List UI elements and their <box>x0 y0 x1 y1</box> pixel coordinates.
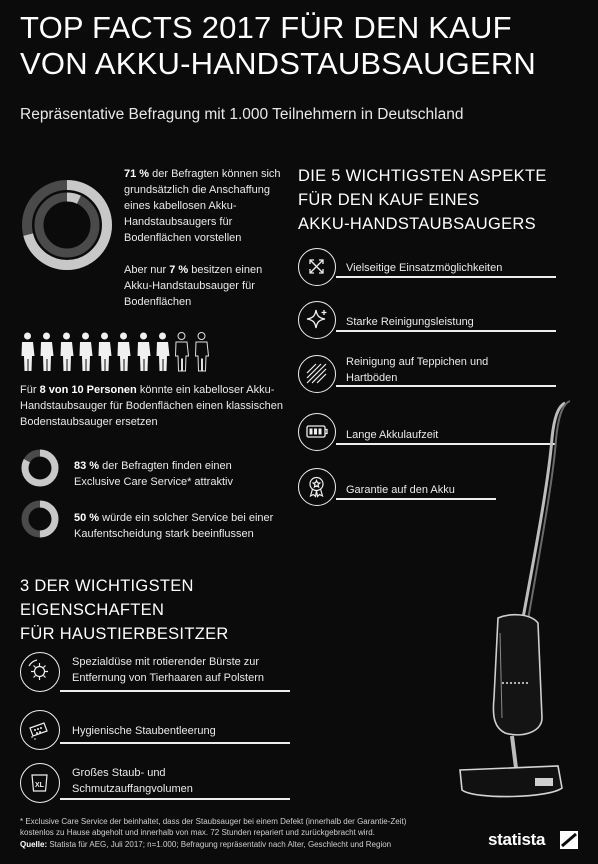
source-label: Quelle: <box>20 840 48 849</box>
title-line-2: VON AKKU-HANDSTAUBSAUGERN <box>20 46 537 81</box>
pet-feature-label-1: Spezialdüse mit rotierender Bürste zur Entfernung von Tierhaaren auf Polstern <box>72 656 265 684</box>
fact2-text: besitzen einen Akku-Handstaubsauger für Bodenflächen <box>124 264 263 308</box>
pets-heading-line1: 3 DER WICHTIGSTEN <box>20 577 194 595</box>
fact3-value: 8 von 10 Personen <box>39 384 137 396</box>
container-icon <box>20 763 60 803</box>
aspects-heading-line1: DIE 5 WICHTIGSTEN ASPEKTE <box>298 167 547 185</box>
title-line-1: TOP FACTS 2017 FÜR DEN KAUF <box>20 10 512 45</box>
aspects-heading-line2: FÜR DEN KAUF EINES <box>298 191 480 209</box>
fact2-prefix: Aber nur <box>124 264 170 276</box>
vacuum-cleaner-illustration <box>450 398 595 813</box>
person-icon-filled <box>78 332 93 372</box>
fact3-text: könnte ein kabelloser Akku-Handstaubsauger für Bodenflächen einen klassischen Bodenstaubsauger ersetzen <box>20 384 283 428</box>
person-icon-filled <box>97 332 112 372</box>
person-icon-outline <box>174 332 189 372</box>
pets-heading-line2: EIGENSCHAFTEN <box>20 601 165 619</box>
source-text: Statista für AEG, Juli 2017; n=1.000; Befragung repräsentativ nach Alter, Geschlecht und Region <box>47 840 392 849</box>
vacuum-neck <box>512 736 516 768</box>
floor-icon <box>298 355 336 393</box>
fact-8-of-10 <box>20 382 290 430</box>
service1-text: der Befragten finden einen Exclusive Care Service* attraktiv <box>74 460 233 488</box>
rotating-brush-icon <box>20 652 60 692</box>
vacuum-nozzle-detail <box>535 778 553 786</box>
service2-text: würde ein solcher Service bei einer Kaufentscheidung stark beeinflussen <box>74 512 274 540</box>
aspect-label-4: Lange Akkulaufzeit <box>346 429 439 441</box>
person-icon-filled <box>59 332 74 372</box>
source-line <box>20 839 440 850</box>
service2-value: 50 % <box>74 512 100 524</box>
aspect-label-1: Vielseitige Einsatzmöglichkeiten <box>346 262 503 274</box>
dust-bin-icon <box>20 710 60 750</box>
fact3-prefix: Für <box>20 384 40 396</box>
statista-logo-icon <box>560 831 578 849</box>
aspect-divider-2 <box>336 330 556 332</box>
aspect-label-5: Garantie auf den Akku <box>346 484 455 496</box>
aspects-heading-line3: AKKU-HANDSTAUBSAUGERS <box>298 215 536 233</box>
fact2-value: 7 % <box>169 264 189 276</box>
pet-divider-2 <box>60 742 290 744</box>
service-50-text <box>74 510 294 542</box>
person-icon-filled <box>20 332 35 372</box>
fact1-value: 71 % <box>124 168 150 180</box>
sparkle-icon <box>298 301 336 339</box>
page-subtitle: Repräsentative Befragung mit 1.000 Teilnehmern in Deutschland <box>20 106 464 123</box>
fact1-text: der Befragten können sich grundsätzlich die Anschaffung eines kabellosen Akku-Handstaubsaugers für Bodenflächen vorstellen <box>124 168 281 244</box>
statista-logo <box>488 830 588 852</box>
ownership-donut-chart <box>20 178 114 272</box>
page-title <box>20 10 590 82</box>
statista-wordmark: statista <box>488 830 546 849</box>
people-row <box>20 332 220 372</box>
service-50-donut <box>20 499 60 539</box>
award-icon <box>298 468 336 506</box>
donut-inner-track <box>39 197 95 253</box>
person-icon-filled <box>116 332 131 372</box>
service1-value: 83 % <box>74 460 100 472</box>
pets-heading-line3: FÜR HAUSTIERBESITZER <box>20 625 229 643</box>
person-icon-filled <box>39 332 54 372</box>
fact-71-percent <box>124 166 284 246</box>
aspects-heading <box>298 164 588 236</box>
service-83-donut <box>20 448 60 488</box>
pet-divider-3 <box>60 798 290 800</box>
person-icon-filled <box>136 332 151 372</box>
container-icon-label: XL <box>35 782 44 789</box>
aspect-divider-1 <box>336 276 556 278</box>
battery-icon <box>298 413 336 451</box>
fact-7-percent <box>124 262 284 310</box>
pet-divider-1 <box>60 690 290 692</box>
pet-feature-label-2: Hygienische Staubentleerung <box>72 725 216 737</box>
aspect-divider-3 <box>336 385 556 387</box>
vacuum-handle-shadow <box>528 401 570 620</box>
vacuum-handle <box>523 403 565 618</box>
aspect-label-2: Starke Reinigungsleistung <box>346 316 474 328</box>
footnote: * Exclusive Care Service der beinhaltet, dass der Staubsauger bei einem Defekt (innerhalb der Garantie-Zeit) kostenlos zu Hause abgeholt und innerhalb von max. 72 Stunden repariert und zurückgebracht wird. <box>20 817 407 837</box>
pet-feature-label-3: Großes Staub- und Schmutzauffangvolumen <box>72 767 193 795</box>
arrows-icon <box>298 248 336 286</box>
person-icon-outline <box>194 332 209 372</box>
pets-heading <box>20 574 280 646</box>
aspect-label-3: Reinigung auf Teppichen und Hartböden <box>346 356 489 384</box>
person-icon-filled <box>155 332 170 372</box>
service-83-text <box>74 458 274 490</box>
